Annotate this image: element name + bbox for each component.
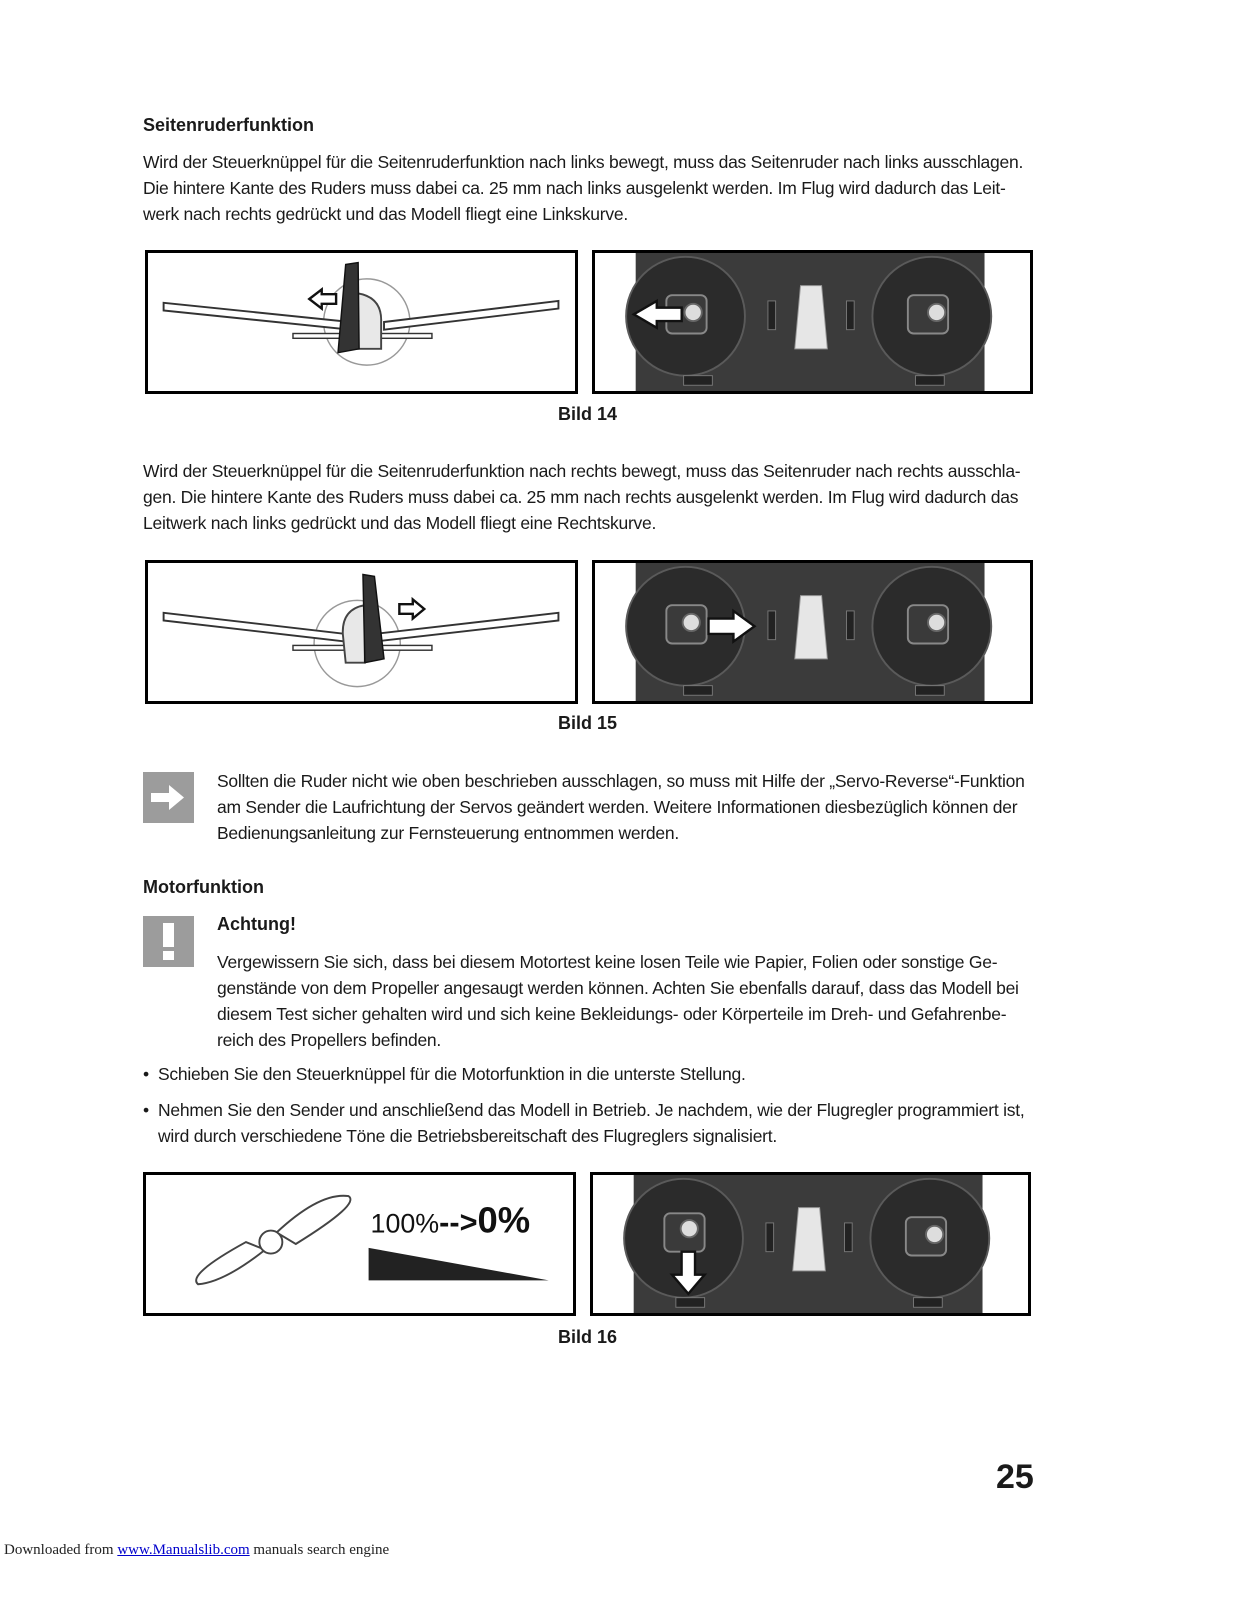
tail-rudder-left-illustration bbox=[148, 253, 575, 391]
paragraph-line: Die hintere Kante des Ruders muss dabei ca. 25 mm nach links ausgelenkt werden. Im Flug wird dadurch das Leit- bbox=[143, 178, 1006, 198]
paragraph-line: Wird der Steuerknüppel für die Seitenruderfunktion nach rechts bewegt, muss das Seitenruder nach rechts ausschla- bbox=[143, 461, 1021, 481]
figure-15-transmitter bbox=[592, 560, 1033, 704]
warning-exclamation-icon bbox=[143, 916, 194, 967]
bullet-line: wird durch verschiedene Töne die Betriebsbereitschaft des Flugreglers signalisiert. bbox=[158, 1126, 777, 1146]
warning-line: genstände von dem Propeller angesaugt werden können. Achten Sie ebenfalls darauf, dass das Modell bei bbox=[217, 978, 1019, 998]
paragraph-line: Leitwerk nach links gedrückt und das Modell fliegt eine Rechtskurve. bbox=[143, 513, 657, 533]
figure-caption-15: Bild 15 bbox=[558, 713, 618, 733]
paragraph-rudder-left bbox=[143, 149, 1043, 227]
transmitter-illustration bbox=[595, 253, 1030, 391]
paragraph-line: gen. Die hintere Kante des Ruders muss dabei ca. 25 mm nach rechts ausgelenkt werden. Im Flug wird dadurch das bbox=[143, 487, 1019, 507]
warning-text bbox=[217, 949, 1037, 1053]
bullet-text: Schieben Sie den Steuerknüppel für die Motorfunktion in die unterste Stellung. bbox=[158, 1064, 746, 1084]
figure-15-tail-right bbox=[145, 560, 578, 704]
note-arrow-icon bbox=[143, 772, 194, 823]
throttle-from-label: 100% bbox=[370, 1208, 440, 1239]
paragraph-line: werk nach rechts gedrückt und das Modell fliegt eine Linkskurve. bbox=[143, 204, 628, 224]
warning-title: Achtung! bbox=[217, 914, 296, 934]
bullet-text bbox=[158, 1097, 1024, 1149]
paragraph-rudder-right bbox=[143, 458, 1043, 536]
throttle-to-label: 0% bbox=[477, 1199, 531, 1241]
section-heading-rudder: Seitenruderfunktion bbox=[143, 115, 315, 135]
transmitter-illustration bbox=[595, 563, 1030, 701]
manualslib-link[interactable]: www.Manualslib.com bbox=[117, 1542, 250, 1558]
arrow-left-icon bbox=[309, 289, 336, 308]
figure-caption-16: Bild 16 bbox=[558, 1327, 618, 1347]
arrow-right-icon bbox=[399, 599, 424, 618]
bullet-marker: • bbox=[143, 1064, 149, 1084]
note-line: am Sender die Laufrichtung der Servos geändert werden. Weitere Informationen diesbezüglich können der bbox=[217, 797, 1018, 817]
figure-14-transmitter bbox=[592, 250, 1033, 394]
page-number: 25 bbox=[996, 1458, 1034, 1496]
tail-rudder-right-illustration bbox=[148, 563, 575, 701]
bullet-item bbox=[143, 1061, 1043, 1087]
figure-14-tail-left bbox=[145, 250, 578, 394]
warning-line: reich des Propellers befinden. bbox=[217, 1030, 442, 1050]
figure-caption-14: Bild 14 bbox=[558, 404, 618, 424]
transmitter-illustration bbox=[593, 1175, 1028, 1313]
bullet-item bbox=[143, 1097, 1043, 1149]
warning-line: diesem Test sicher gehalten wird und sich keine Bekleidungs- oder Körperteile im Dreh- und Gefahrenbe- bbox=[217, 1004, 1007, 1024]
section-heading-motor: Motorfunktion bbox=[143, 877, 264, 897]
note-line: Bedienungsanleitung zur Fernsteuerung entnommen werden. bbox=[217, 823, 679, 843]
svg-text:100%-->0% bbox=[371, 1200, 531, 1241]
footer-suffix: manuals search engine bbox=[249, 1542, 390, 1558]
download-footer bbox=[4, 1542, 389, 1559]
warning-line: Vergewissern Sie sich, dass bei diesem Motortest keine losen Teile wie Papier, Folien oder sonstige Ge- bbox=[217, 952, 998, 972]
paragraph-line: Wird der Steuerknüppel für die Seitenruderfunktion nach links bewegt, muss das Seitenruder nach links ausschlagen. bbox=[143, 152, 1024, 172]
bullet-marker: • bbox=[143, 1100, 149, 1120]
footer-prefix: Downloaded from bbox=[4, 1542, 118, 1558]
propeller-throttle-illustration bbox=[146, 1175, 573, 1313]
figure-16-propeller bbox=[143, 1172, 576, 1316]
bullet-line: Nehmen Sie den Sender und anschließend das Modell in Betrieb. Je nachdem, wie der Flugregler programmiert ist, bbox=[158, 1100, 1025, 1120]
figure-16-transmitter bbox=[590, 1172, 1031, 1316]
throttle-arrow-label: --> bbox=[439, 1205, 478, 1240]
note-servo-reverse bbox=[217, 768, 1037, 846]
note-line: Sollten die Ruder nicht wie oben beschrieben ausschlagen, so muss mit Hilfe der „Servo-Reverse“-Funktion bbox=[217, 771, 1025, 791]
